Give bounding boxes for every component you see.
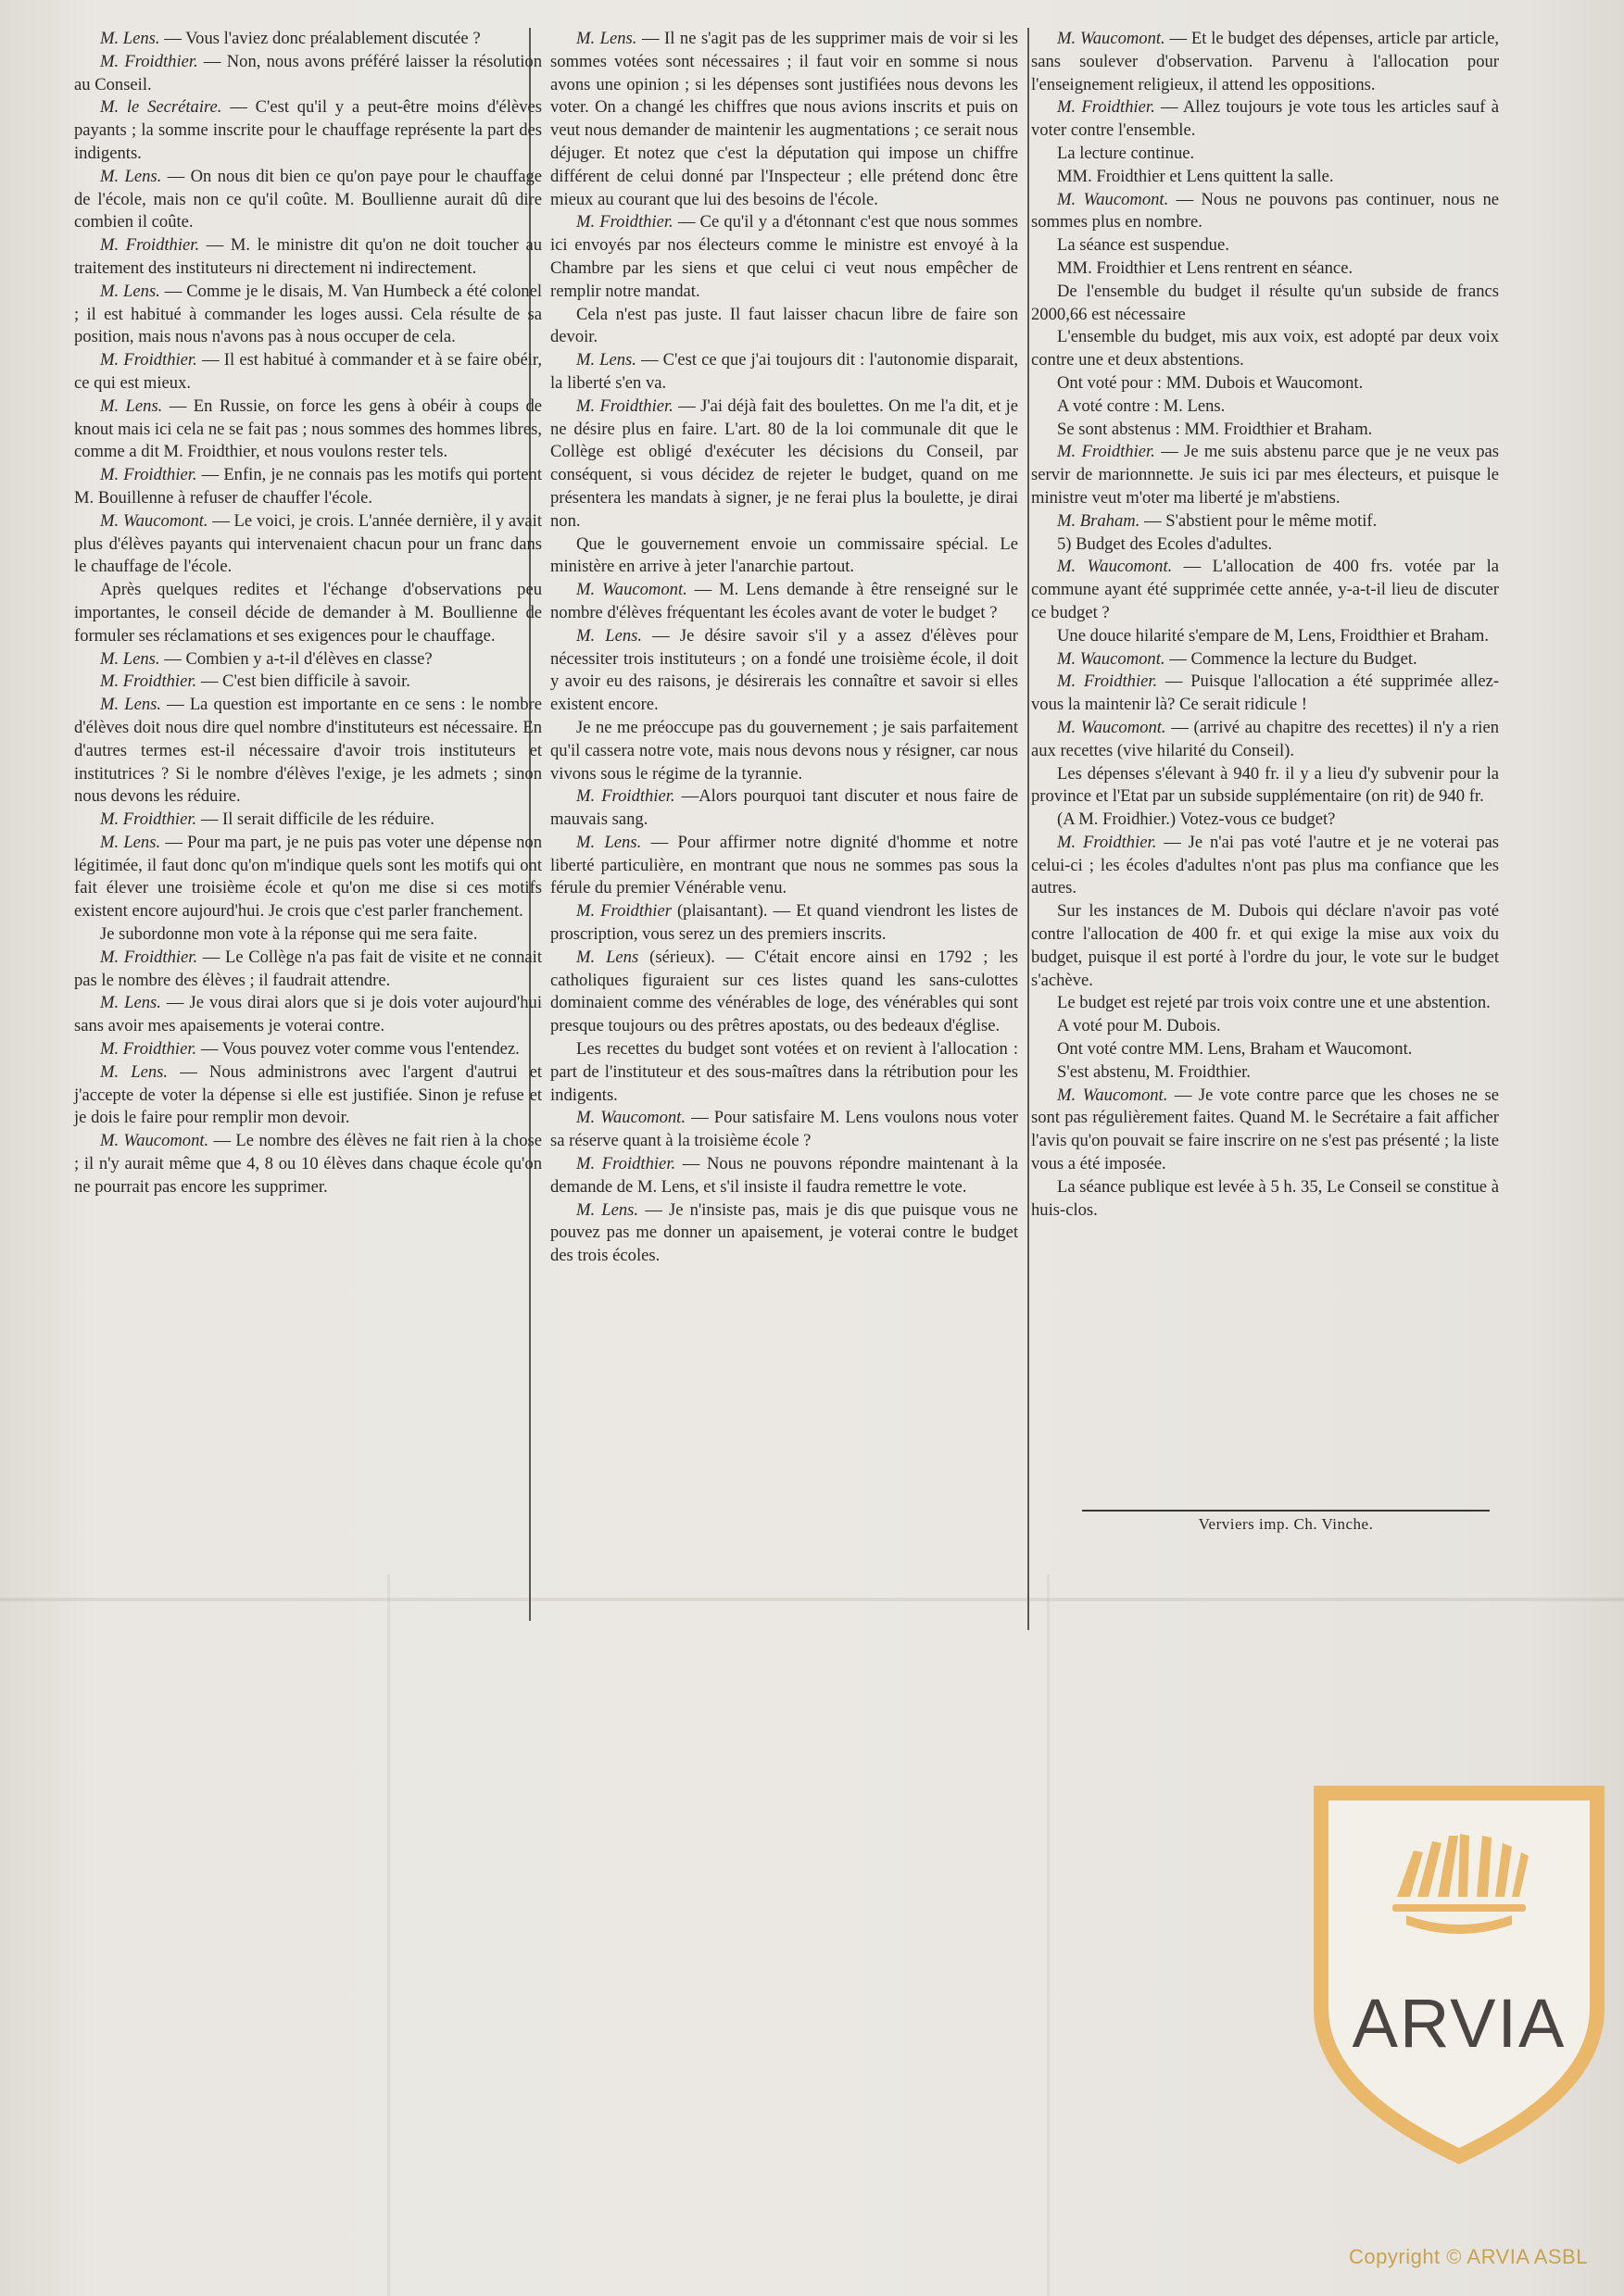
paragraph-text: — Il serait difficile de les réduire. xyxy=(200,809,434,830)
paragraph xyxy=(74,96,542,165)
speaker-name: M. Froidthier. xyxy=(576,395,674,416)
speaker-name: M. Lens. xyxy=(100,281,160,301)
paragraph xyxy=(1031,419,1499,442)
speaker-name: M. Waucomont. xyxy=(1057,1085,1168,1105)
paragraph-text: — On nous dit bien ce qu'on paye pour le chauffage de l'école, mais non ce qu'il coûte. M. Boullienne aurait dû dire combien il coûte. xyxy=(74,166,542,232)
paragraph xyxy=(74,234,542,281)
paragraph-text: (A M. Froidhier.) Votez-vous ce budget? xyxy=(1057,809,1336,830)
paragraph xyxy=(1031,166,1499,189)
speaker-name: M. Lens. xyxy=(100,395,163,416)
paragraph xyxy=(550,625,1018,717)
paragraph-text: — S'abstient pour le même motif. xyxy=(1144,510,1378,531)
paragraph-text: De l'ensemble du budget il résulte qu'un subside de francs 2000,66 est nécessaire xyxy=(1031,281,1499,324)
paragraph xyxy=(1031,809,1499,832)
paragraph xyxy=(74,166,542,234)
paragraph-text: Le budget est rejeté par trois voix contre une et une abstention. xyxy=(1057,993,1491,1013)
speaker-name: M. Waucomont. xyxy=(576,1108,686,1128)
paragraph-text: A voté contre : M. Lens. xyxy=(1057,395,1226,416)
paragraph-text: — Commence la lecture du Budget. xyxy=(1169,648,1417,669)
speaker-name: M. Froidthier. xyxy=(1057,97,1155,118)
paragraph-text: — Il ne s'agit pas de les supprimer mais de voir si les sommes votées sont nécessaires ; il faut voir en somme si nous avons une opinion ; si les dépenses sont justifiées nous devons les voter. On a changé les chiffres que nous avions inscrits et puis on veut nous demander de maintenir les augmentations ; ce serait nous déjuger. Et notez que c'est la députation qui impose un chiffre différent de celui donné par l'Inspecteur ; elle prétend donc être mieux au courant que lui des besoins de l'école. xyxy=(550,29,1019,209)
paragraph xyxy=(1031,96,1499,143)
paragraph xyxy=(1031,1038,1499,1061)
speaker-name: M. Froidthier. xyxy=(1057,442,1155,462)
paragraph xyxy=(1031,257,1499,281)
paragraph-text: A voté pour M. Dubois. xyxy=(1057,1016,1221,1036)
paper-fold xyxy=(0,1598,1624,1601)
paragraph-text: —Alors pourquoi tant discuter et nous faire de mauvais sang. xyxy=(550,786,1019,830)
paragraph xyxy=(550,1038,1018,1107)
paragraph xyxy=(1031,1061,1499,1085)
paragraph xyxy=(74,464,542,510)
speaker-name: M. Lens. xyxy=(100,695,162,715)
paragraph-text: Je ne me préoccupe pas du gouvernement ; je sais parfaitement qu'il cassera notre vote, mais nous devons nous y résigner, car nous vivons sous le régime de la tyrannie. xyxy=(550,717,1018,784)
paragraph xyxy=(74,510,542,579)
paragraph-text: — La question est importante en ce sens : le nombre d'élèves doit nous dire quel nombre d'instituteurs est nécessaire. En d'autres termes est-il nécessaire d'avoir trois instituteurs et institutrices ? Si le nombre d'élèves l'exige, je les admets ; sinon nous devons les réduire. xyxy=(74,695,542,807)
paragraph-text: — Je vote contre parce que les choses ne se sont pas régulièrement faites. Quand M. le Secrétaire a fait afficher l'avis qu'on pouvait se faire inscrire on ne s'est pas présenté ; la liste vous a été imposée. xyxy=(1031,1085,1500,1174)
paragraph xyxy=(550,304,1018,350)
paragraph-text: Ont voté pour : MM. Dubois et Waucomont. xyxy=(1057,372,1364,393)
paragraph xyxy=(550,900,1018,947)
paragraph xyxy=(1031,395,1499,419)
paragraph-text: — Puisque l'allocation a été supprimée allez-vous la maintenir là? Ce serait ridicule ! xyxy=(1031,671,1500,715)
copyright-notice: Copyright © ARVIA ASBL xyxy=(1349,2245,1588,2268)
paragraph-text: La lecture continue. xyxy=(1057,143,1195,163)
paragraph-text: — Le voici, je crois. L'année dernière, il y avait plus d'élèves payants qui intervenaient chacun pour un franc dans le chauffage de l'école. xyxy=(74,510,542,577)
paragraph-text: — Comme je le disais, M. Van Humbeck a été colonel ; il est habitué à commander les loges aussi. Cela résulte de sa position, mais nous n'avons pas à nous occuper de cela. xyxy=(74,281,542,347)
paragraph-text: — (arrivé au chapitre des recettes) il n'y a rien aux recettes (vive hilarité du Conseil). xyxy=(1031,717,1499,760)
paragraph-text: — Et le budget des dépenses, article par article, sans soulever d'observation. Parvenu à l'allocation pour l'enseignement religieux, il attend les oppositions. xyxy=(1031,29,1500,94)
paragraph-text: — L'allocation de 400 frs. votée par la commune ayant été supprimée cette année, y-a-t-il lieu de discuter ce budget ? xyxy=(1031,557,1499,622)
paragraph xyxy=(1031,717,1499,763)
speaker-name: M. Froidthier. xyxy=(100,671,197,692)
paragraph-text: — Vous pouvez voter comme vous l'entendez. xyxy=(200,1039,520,1060)
paragraph-text: — Je vous dirai alors que si je dois voter aujourd'hui sans avoir mes apaisements je voterai contre. xyxy=(74,993,543,1036)
paragraph-text: — Je n'insiste pas, mais je dis que puisque vous ne pouvez pas me donner un apaisement, je voterai contre le budget des trois écoles. xyxy=(550,1199,1018,1266)
speaker-name: M. Froidthier xyxy=(576,901,672,922)
paragraph xyxy=(1031,326,1499,372)
paragraph-text: — C'est qu'il y a peut-être moins d'élèves payants ; la somme inscrite pour le chauffage représente la part des indigents. xyxy=(74,97,542,163)
speaker-name: M. Waucomont. xyxy=(1057,648,1165,669)
speaker-name: M. Lens. xyxy=(100,1061,169,1082)
speaker-name: M. Lens. xyxy=(576,1199,639,1220)
paragraph-text: — Ce qu'il y a d'étonnant c'est que nous sommes ici envoyés par nos électeurs comme le ministre est envoyé à la Chambre par les siens et que celui ci veut nous empêcher de remplir notre mandat. xyxy=(550,212,1019,301)
paragraph xyxy=(1031,533,1499,557)
paragraph-text: — Enfin, je ne connais pas les motifs qui portent M. Bouillenne à refuser de chauffer l'école. xyxy=(74,465,542,508)
speaker-name: M. le Secrétaire. xyxy=(100,97,222,118)
paragraph-text: — Je me suis abstenu parce que je ne veux pas servir de marionnnette. Je suis ici par mes électeurs, et puisque le ministre veut m'oter ma liberté je m'abstiens. xyxy=(1031,442,1500,508)
arvia-shield-logo-icon xyxy=(1304,1776,1614,2167)
speaker-name: M. Froidthier. xyxy=(100,350,197,370)
paragraph xyxy=(74,1061,542,1130)
speaker-name: M. Waucomont. xyxy=(1057,557,1173,577)
speaker-name: M. Lens. xyxy=(576,625,643,646)
printer-imprint: Verviers imp. Ch. Vinche. xyxy=(1198,1515,1374,1533)
speaker-name: M. Froidthier. xyxy=(100,51,198,71)
speaker-name: M. Lens. xyxy=(100,29,160,48)
paragraph xyxy=(74,281,542,349)
paragraph xyxy=(1031,281,1499,327)
speaker-name: M. Lens. xyxy=(576,832,642,852)
paragraph-text: Ont voté contre MM. Lens, Braham et Waucomont. xyxy=(1057,1039,1413,1060)
paragraph xyxy=(550,785,1018,832)
paragraph-text: — Pour affirmer notre dignité d'homme et notre liberté particulière, en montrant que nous ne sommes pas sous la férule du premier Vénérable venu. xyxy=(550,832,1018,898)
paragraph-text: — Pour ma part, je ne puis pas voter une dépense non légitimée, il faut donc qu'on m'indique quels sont les motifs qui ont fait élever une troisième école et qu'on me dise si ces motifs existent encore aujourd'hui. Je crois que c'est parler franchement. xyxy=(74,832,543,922)
paragraph xyxy=(550,1107,1018,1153)
column-rule xyxy=(1027,28,1029,1630)
paragraph-text: MM. Froidthier et Lens rentrent en séance. xyxy=(1057,257,1353,278)
speaker-name: M. Lens. xyxy=(576,350,636,370)
paragraph-text: Cela n'est pas juste. Il faut laisser chacun libre de faire son devoir. xyxy=(550,304,1018,347)
paragraph xyxy=(550,1153,1018,1199)
paragraph xyxy=(74,579,542,647)
paragraph-text: Les dépenses s'élevant à 940 fr. il y a lieu d'y subvenir pour la province et l'Etat par un subside supplémentaire (on rit) de 940 fr. xyxy=(1031,763,1499,807)
paragraph-text: La séance est suspendue. xyxy=(1057,235,1229,256)
paragraph-text: (sérieux). — C'était encore ainsi en 1792 ; les catholiques figuraient sur ces listes quand les sans-culottes dominaient comme des vénérables de loge, des vénérables qui sont presque toujours ou des prêtres apostats, ou des bedeaux d'église. xyxy=(550,947,1019,1036)
paragraph xyxy=(74,809,542,832)
paragraph-text: — Nous ne pouvons pas continuer, nous ne sommes plus en nombre. xyxy=(1031,189,1499,232)
paper-fold xyxy=(1047,1575,1050,2296)
paragraph-text: — Pour satisfaire M. Lens voulons nous voter sa réserve quant à la troisième école ? xyxy=(550,1108,1019,1151)
paragraph-text: Les recettes du budget sont votées et on revient à l'allocation : part de l'instituteur et des sous-maîtres dans la rétribution pour les indigents. xyxy=(550,1039,1018,1105)
paragraph-text: Après quelques redites et l'échange d'observations peu importantes, le conseil décide de demander à M. Boullienne de formuler ses réclamations et ses exigences pour le chauffage. xyxy=(74,580,542,646)
speaker-name: M. Lens. xyxy=(576,29,637,48)
paragraph xyxy=(1031,441,1499,509)
paragraph xyxy=(1031,1015,1499,1038)
speaker-name: M. Waucomont. xyxy=(576,580,687,600)
speaker-name: M. Waucomont. xyxy=(1057,717,1166,737)
paragraph-text: La séance publique est levée à 5 h. 35, Le Conseil se constitue à huis-clos. xyxy=(1031,1176,1499,1220)
paragraph xyxy=(550,832,1018,900)
paragraph xyxy=(1031,189,1499,235)
speaker-name: M. Waucomont. xyxy=(100,510,208,531)
paragraph xyxy=(1031,625,1499,648)
speaker-name: M. Froidthier. xyxy=(576,1154,676,1174)
text-column-1 xyxy=(74,28,542,1199)
paragraph-text: — Le Collège n'a pas fait de visite et ne connait pas le nombre des élèves ; il faudrait attendre. xyxy=(74,947,543,990)
paragraph-text: — Vous l'aviez donc préalablement discutée ? xyxy=(164,29,481,48)
paragraph-text: — Je n'ai pas voté l'autre et je ne voterai pas celui-ci ; les écoles d'adultes n'ont pas plus ma confiance que les autres. xyxy=(1031,832,1499,898)
speaker-name: M. Froidthier. xyxy=(100,235,200,256)
paragraph xyxy=(550,947,1018,1038)
paragraph-text: — Je désire savoir s'il y a assez d'élèves pour nécessiter trois instituteurs ; on a fondé une troisième école, il doit y avoir eu des raisons, je désirerais les connaître et savoir si elles existent encore. xyxy=(550,625,1019,715)
speaker-name: M. Waucomont. xyxy=(1057,189,1169,209)
paragraph xyxy=(1031,372,1499,395)
paragraph xyxy=(550,211,1018,303)
speaker-name: M. Lens. xyxy=(100,993,161,1013)
paragraph-text: — En Russie, on force les gens à obéir à coups de knout mais ici cela ne se fait pas ; nous sommes des hommes libres, comme a dit M. Froidthier, et nous voulons rester tels. xyxy=(74,395,543,462)
paragraph xyxy=(1031,28,1499,96)
paragraph xyxy=(1031,648,1499,671)
paragraph xyxy=(1031,510,1499,533)
paragraph xyxy=(1031,671,1499,717)
paragraph-text: 5) Budget des Ecoles d'adultes. xyxy=(1057,533,1273,554)
logo-wordmark: ARVIA xyxy=(1352,1985,1567,2062)
paragraph-text: — Nous administrons avec l'argent d'autrui et j'accepte de voter la dépense si elle est justifiée. Sinon je refuse et je dois le faire pour remplir mon devoir. xyxy=(74,1061,543,1128)
paragraph xyxy=(1031,556,1499,624)
paragraph-text: S'est abstenu, M. Froidthier. xyxy=(1057,1061,1251,1082)
paragraph-text: (plaisantant). — Et quand viendront les listes de proscription, vous serez un des premiers inscrits. xyxy=(550,901,1018,945)
paragraph-text: Que le gouvernement envoie un commissaire spécial. Le ministère en arrive à jeter l'anarchie partout. xyxy=(550,533,1018,577)
paragraph xyxy=(1031,763,1499,809)
paragraph xyxy=(74,349,542,395)
text-column-3 xyxy=(1031,28,1499,1222)
paragraph-text: MM. Froidthier et Lens quittent la salle. xyxy=(1057,166,1334,186)
paragraph-text: — Le nombre des élèves ne fait rien à la chose ; il n'y aurait même que 4, 8 ou 10 élèves dans chaque école qu'on ne pourrait pas encore les supprimer. xyxy=(74,1131,542,1197)
paragraph xyxy=(74,992,542,1038)
speaker-name: M. Froidthier. xyxy=(1057,832,1157,852)
paragraph xyxy=(550,579,1018,625)
paragraph-text: — Il est habitué à commander et à se faire obéir, ce qui est mieux. xyxy=(74,350,542,393)
paragraph xyxy=(1031,234,1499,257)
paragraph xyxy=(1031,1085,1499,1176)
speaker-name: M. Waucomont. xyxy=(1057,29,1165,48)
paper-fold xyxy=(387,1575,390,2296)
speaker-name: M. Froidthier. xyxy=(100,947,198,967)
paragraph xyxy=(1031,1176,1499,1223)
paragraph xyxy=(550,717,1018,785)
paragraph xyxy=(550,1199,1018,1268)
speaker-name: M. Froidthier. xyxy=(100,1039,197,1060)
paragraph xyxy=(550,349,1018,395)
paragraph xyxy=(74,671,542,694)
paragraph xyxy=(74,648,542,671)
paragraph xyxy=(74,51,542,97)
speaker-name: M. Froidthier. xyxy=(100,465,197,485)
paragraph-text: — Combien y a-t-il d'élèves en classe? xyxy=(164,648,433,669)
paragraph xyxy=(74,947,542,993)
paragraph-text: — J'ai déjà fait des boulettes. On me l'a dit, et je ne désire plus en faire. L'art. 80 de la loi communale dit que le Collège est obligé d'exécuter les décisions du Conseil, par conséquent, si vous décidez de rejeter le budget, quand on me présentera les mandats à signer, je ne ferai plus la boulette, je dirai non. xyxy=(550,395,1018,531)
paragraph-text: L'ensemble du budget, mis aux voix, est adopté par deux voix contre une et deux abstentions. xyxy=(1031,327,1499,370)
paragraph xyxy=(74,1038,542,1061)
paragraph-text: Une douce hilarité s'empare de M, Lens, Froidthier et Braham. xyxy=(1057,625,1489,646)
speaker-name: M. Lens xyxy=(576,947,639,967)
paragraph-text: — C'est bien difficile à savoir. xyxy=(200,671,410,692)
paragraph xyxy=(550,395,1018,533)
paragraph-text: — Allez toujours je vote tous les articles sauf à voter contre l'ensemble. xyxy=(1031,97,1499,141)
speaker-name: M. Lens. xyxy=(100,648,160,669)
speaker-name: M. Waucomont. xyxy=(100,1131,209,1151)
paragraph-text: — Nous ne pouvons répondre maintenant à la demande de M. Lens, et s'il insiste il faudra remettre le vote. xyxy=(550,1154,1018,1197)
paragraph-text: Sur les instances de M. Dubois qui déclare n'avoir pas voté contre l'allocation de 400 fr. et qui exige la mise aux voix du budget, puisque il est porté à l'ordre du jour, le vote sur le budget s'achève. xyxy=(1031,901,1499,990)
paragraph xyxy=(1031,900,1499,992)
paragraph xyxy=(74,28,542,51)
speaker-name: M. Froidthier. xyxy=(1057,671,1158,692)
paragraph-text: — Non, nous avons préféré laisser la résolution au Conseil. xyxy=(74,51,542,94)
paragraph xyxy=(1031,143,1499,166)
paragraph xyxy=(74,1130,542,1198)
paragraph xyxy=(1031,832,1499,900)
paragraph xyxy=(74,395,542,464)
speaker-name: M. Lens. xyxy=(100,166,162,186)
paragraph-text: — M. Lens demande à être renseigné sur le nombre d'élèves fréquentant les écoles avant de voter le budget ? xyxy=(550,580,1018,622)
speaker-name: M. Froidthier. xyxy=(100,809,197,830)
speaker-name: M. Braham. xyxy=(1057,510,1140,531)
speaker-name: M. Froidthier. xyxy=(576,786,675,807)
paragraph-text: — M. le ministre dit qu'on ne doit toucher au traitement des instituteurs ni directement ni indirectement. xyxy=(74,235,542,278)
paragraph xyxy=(74,694,542,809)
paragraph xyxy=(550,28,1018,211)
paragraph-text: — C'est ce que j'ai toujours dit : l'autonomie disparait, la liberté s'en va. xyxy=(550,350,1019,393)
speaker-name: M. Lens. xyxy=(100,832,161,852)
paragraph-text: Se sont abstenus : MM. Froidthier et Braham. xyxy=(1057,419,1373,439)
paragraph xyxy=(550,533,1018,580)
text-column-2 xyxy=(550,28,1018,1268)
paragraph xyxy=(1031,992,1499,1015)
imprint-rule xyxy=(1082,1510,1490,1512)
paragraph xyxy=(74,832,542,923)
paragraph xyxy=(74,923,542,947)
paragraph-text: Je subordonne mon vote à la réponse qui me sera faite. xyxy=(100,924,478,945)
speaker-name: M. Froidthier. xyxy=(576,212,674,232)
